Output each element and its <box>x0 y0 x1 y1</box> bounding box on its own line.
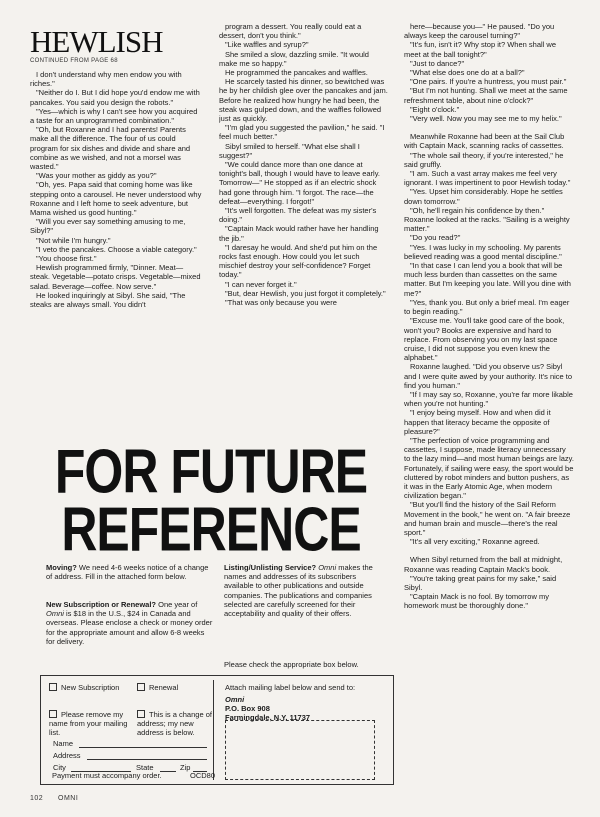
article-paragraph: Roxanne laughed. "Did you observe us? Sibyl and I were quite awed by your authority. It's nice to find you human." <box>404 362 573 390</box>
city-label: City <box>53 763 66 772</box>
change-of-address-form <box>40 675 394 785</box>
payment-note: Payment must accompany order. <box>52 771 162 780</box>
article-paragraph: "Yes, thank you. But only a brief meal. I'm eager to begin reading." <box>404 297 570 317</box>
listing-paragraph <box>224 563 384 618</box>
moving-text: We need 4-6 weeks notice of a change of address. Fill in the attached form below. <box>46 563 209 582</box>
name-field[interactable] <box>79 747 207 748</box>
send-to-city: Farmingdale, N.Y. 11737 <box>225 713 311 722</box>
send-to-box: P.O. Box 908 <box>225 704 270 713</box>
article-paragraph: "I'm glad you suggested the pavilion," he said. "I feel much better." <box>219 123 385 142</box>
article-paragraph: "That was only because you were <box>225 298 337 308</box>
new-subscription-text-1: One year of <box>158 600 198 609</box>
article-paragraph: "Oh, yes. Papa said that coming home was like stepping onto a carousel. He never understood why Roxanne and I left home to seek adventure, but Mama wished us good hunting." <box>30 180 202 218</box>
magazine-name: OMNI <box>58 795 79 802</box>
form-divider <box>213 680 214 780</box>
remove-name-option[interactable]: Please remove my name from your mailing list. <box>49 710 128 737</box>
article-paragraph: "Captain Mack would rather have her handling the jib." <box>219 224 379 243</box>
name-label: Name <box>53 739 74 748</box>
listing-omni: Omni <box>318 563 337 572</box>
checkbox-icon[interactable] <box>137 683 145 691</box>
state-field[interactable] <box>160 771 176 772</box>
article-paragraph: "But, dear Hewlish, you just forgot it completely." <box>225 288 386 298</box>
mailing-label-area <box>225 720 375 780</box>
article-paragraph: "Do you read?" <box>410 233 461 243</box>
article-paragraph: "Eight o'clock." <box>410 104 460 114</box>
article-column-3 <box>404 22 574 792</box>
article-paragraph: "We could dance more than one dance at tonight's ball, though I would have to leave early. Tomorrow—" He stopped as if an electric shock had gone through him. "I forgot. The race—the defeat—everything. I forgot!" <box>219 160 380 206</box>
article-column-2 <box>219 22 389 394</box>
new-subscription-text-2: is $18 in the U.S., $24 in Canada and overseas. Please enclose a check or money order for the appropriate amount and allow 6-8 weeks for delivery. <box>46 609 213 646</box>
article-paragraph: "Yes. I was lucky in my schooling. My parents believed reading was a good mental discipline." <box>404 242 562 261</box>
article-paragraph: "I am. Such a vast array makes me feel very ignorant. I was impertinent to poor Hewlish today." <box>404 169 571 188</box>
ad-title-line-2: REFERENCE <box>61 494 361 565</box>
article-paragraph: "Neither do I. But I did hope you'd endow me with pancakes. You said you design the robots." <box>30 88 200 107</box>
send-to-name: Omni <box>225 695 245 704</box>
article-paragraph: "But I'm not hunting. Shall we meet at the same refreshment table, about nine o'clock?" <box>404 86 568 105</box>
ad-title-line-1: FOR FUTURE <box>54 436 368 507</box>
section-gap <box>404 123 574 132</box>
article-paragraph: "You choose first." <box>36 254 97 264</box>
article-paragraph: "It's fun, isn't it? Why stop it? When shall we meet at the ball tonight?" <box>404 40 557 59</box>
attach-label-instruction: Attach mailing label below and send to: <box>225 683 356 692</box>
article-paragraph: "What else does one do at a ball?" <box>410 68 525 78</box>
section-gap <box>404 546 574 555</box>
article-paragraph: "I daresay he would. And she'd put him on the rocks fast enough. How could you let such mischief destroy your self-confidence? Forget today." <box>219 242 378 280</box>
article-paragraph: "Like waffles and syrup?" <box>225 40 309 50</box>
article-paragraph: "I veto the pancakes. Choose a viable category." <box>36 244 197 254</box>
article-paragraph: "If I may say so, Roxanne, you're far more likable when you're not hunting." <box>404 389 573 409</box>
article-paragraph: Meanwhile Roxanne had been at the Sail Club with Captain Mack, scanning racks of cassettes. <box>404 132 565 151</box>
article-paragraph: "It's all very exciting," Roxanne agreed. <box>410 537 540 547</box>
moving-paragraph <box>46 563 214 581</box>
checkbox-icon[interactable] <box>49 710 57 718</box>
article-paragraph: "Just to dance?" <box>410 58 465 68</box>
article-paragraph: "Was your mother as giddy as you?" <box>36 171 157 181</box>
continued-from-note: CONTINUED FROM PAGE 68 <box>30 58 118 64</box>
subscription-ad <box>30 397 392 787</box>
article-paragraph: here—because you—" He paused. "Do you always keep the carousel turning?" <box>404 22 555 41</box>
article-paragraph: He scarcely tasted his dinner, so bewitched was he by her childish glee over the pancakes and jam. Before he realized how hungry he had been, the steak was gulped down, and the waffles followed just as quickly. <box>219 77 388 124</box>
article-paragraph: "Not while I'm hungry." <box>36 235 111 245</box>
article-paragraph: "The whole sail theory, if you're interested," he said gruffly. <box>404 150 564 169</box>
article-paragraph: He programmed the pancakes and waffles. <box>225 68 368 78</box>
article-column-1 <box>30 70 202 388</box>
new-subscription-paragraph <box>46 600 214 646</box>
article-paragraph: "One pairs. If you're a huntress, you must pair." <box>410 77 567 87</box>
article-paragraph: "Very well. Now you may see me to my helix." <box>410 114 562 124</box>
article-paragraph: "Yes. Upset him considerably. Hope he settles down tomorrow." <box>404 187 563 206</box>
checkbox-icon[interactable] <box>137 710 145 718</box>
renewal-option[interactable]: Renewal <box>137 683 211 692</box>
article-paragraph: When Sibyl returned from the ball at midnight, Roxanne was reading Captain Mack's book. <box>404 555 563 574</box>
new-subscription-omni: Omni <box>46 609 64 619</box>
article-paragraph: "Will you ever say something amusing to me, Sibyl?" <box>30 217 186 236</box>
article-paragraph: "Yes—which is why I can't see how you acquired a taste for an unprogrammed combination." <box>30 106 198 126</box>
zip-label: Zip <box>180 763 191 772</box>
new-subscription-label: New Subscription or Renewal? <box>46 600 157 609</box>
article-paragraph: program a dessert. You really could eat a dessert, don't you think." <box>219 22 362 41</box>
page-number: 102 <box>30 795 44 802</box>
article-paragraph: "I can never forget it." <box>225 279 297 289</box>
address-field[interactable] <box>87 759 207 760</box>
article-paragraph: "You're taking great pains for my sake," said Sibyl. <box>404 573 557 592</box>
article-paragraph: "The perfection of voice programming and cassettes, I suppose, made literacy unnecessary to the lazy mind—and most human beings are lazy. Fortunately, if sailing were easy, the sport would be cluttered by robot minders and button pushers, as it was in the Early Atomic Age, when modern civilization began." <box>404 435 574 501</box>
new-subscription-option[interactable]: New Subscription <box>49 683 129 692</box>
article-paragraph: He looked inquiringly at Sibyl. She said, "The steaks are always small. You didn't <box>30 290 186 310</box>
check-box-instruction: Please check the appropriate box below. <box>224 660 359 669</box>
article-headline: HEWLISH <box>30 24 163 59</box>
article-paragraph: She smiled a slow, dazzling smile. "It would make me so happy." <box>219 49 369 68</box>
article-paragraph: "Oh, but Roxanne and I had parents! Parents make all the difference. The four of us could program for six dishes and divide and share and combine as we wished, and not a morsel was wasted." <box>30 125 191 172</box>
moving-label: Moving? <box>46 563 77 572</box>
article-paragraph: Sibyl smiled to herself. "What else shall I suggest?" <box>219 141 360 160</box>
address-label: Address <box>53 751 81 760</box>
article-paragraph: I don't understand why men endow you with riches." <box>30 70 182 89</box>
listing-label: Listing/Unlisting Service? <box>224 563 317 572</box>
article-paragraph: "Oh, he'll regain his confidence by then." Roxanne looked at the racks. "Sailing is a weighty matter." <box>404 205 570 234</box>
change-address-option[interactable]: This is a change of address; my new address is below. <box>137 710 212 737</box>
article-paragraph: Hewlish programmed firmly, "Dinner. Meat—steak. Vegetable—potato crisps. Vegetable—mixed salad. Beverage—coffee. Now serve." <box>30 263 201 291</box>
article-paragraph: "I enjoy being myself. How and when did it happen that literacy became the opposite of pleasure?" <box>404 408 551 436</box>
article-paragraph: "It's well forgotten. The defeat was my sister's doing." <box>219 206 377 225</box>
article-paragraph: "Captain Mack is no fool. By tomorrow my homework must be thoroughly done." <box>404 592 549 611</box>
checkbox-icon[interactable] <box>49 683 57 691</box>
state-label: State <box>136 763 154 772</box>
article-paragraph: "Excuse me. You'll take good care of the book, won't you? Books are expensive and hard to replace. From observing you on my last space cruise, I did not suppose you even knew the alphabet." <box>404 316 565 363</box>
listing-text: makes the names and addresses of its subscribers available to other publications and outside companies. The publications and companies selected are carefully screened for their acceptability and quality of their offers. <box>224 563 373 619</box>
article-paragraph: "In that case I can lend you a book that will be much less burden than cassettes on the same matter. But I'm keeping you late. Will you dine with me?" <box>404 261 571 298</box>
form-code: OCD80 <box>190 771 216 780</box>
article-paragraph: "But you'll find the history of the Sail Reform Movement in the book," he went on. "A fair breeze and human brain and muscle—there's the real sport." <box>404 500 571 537</box>
